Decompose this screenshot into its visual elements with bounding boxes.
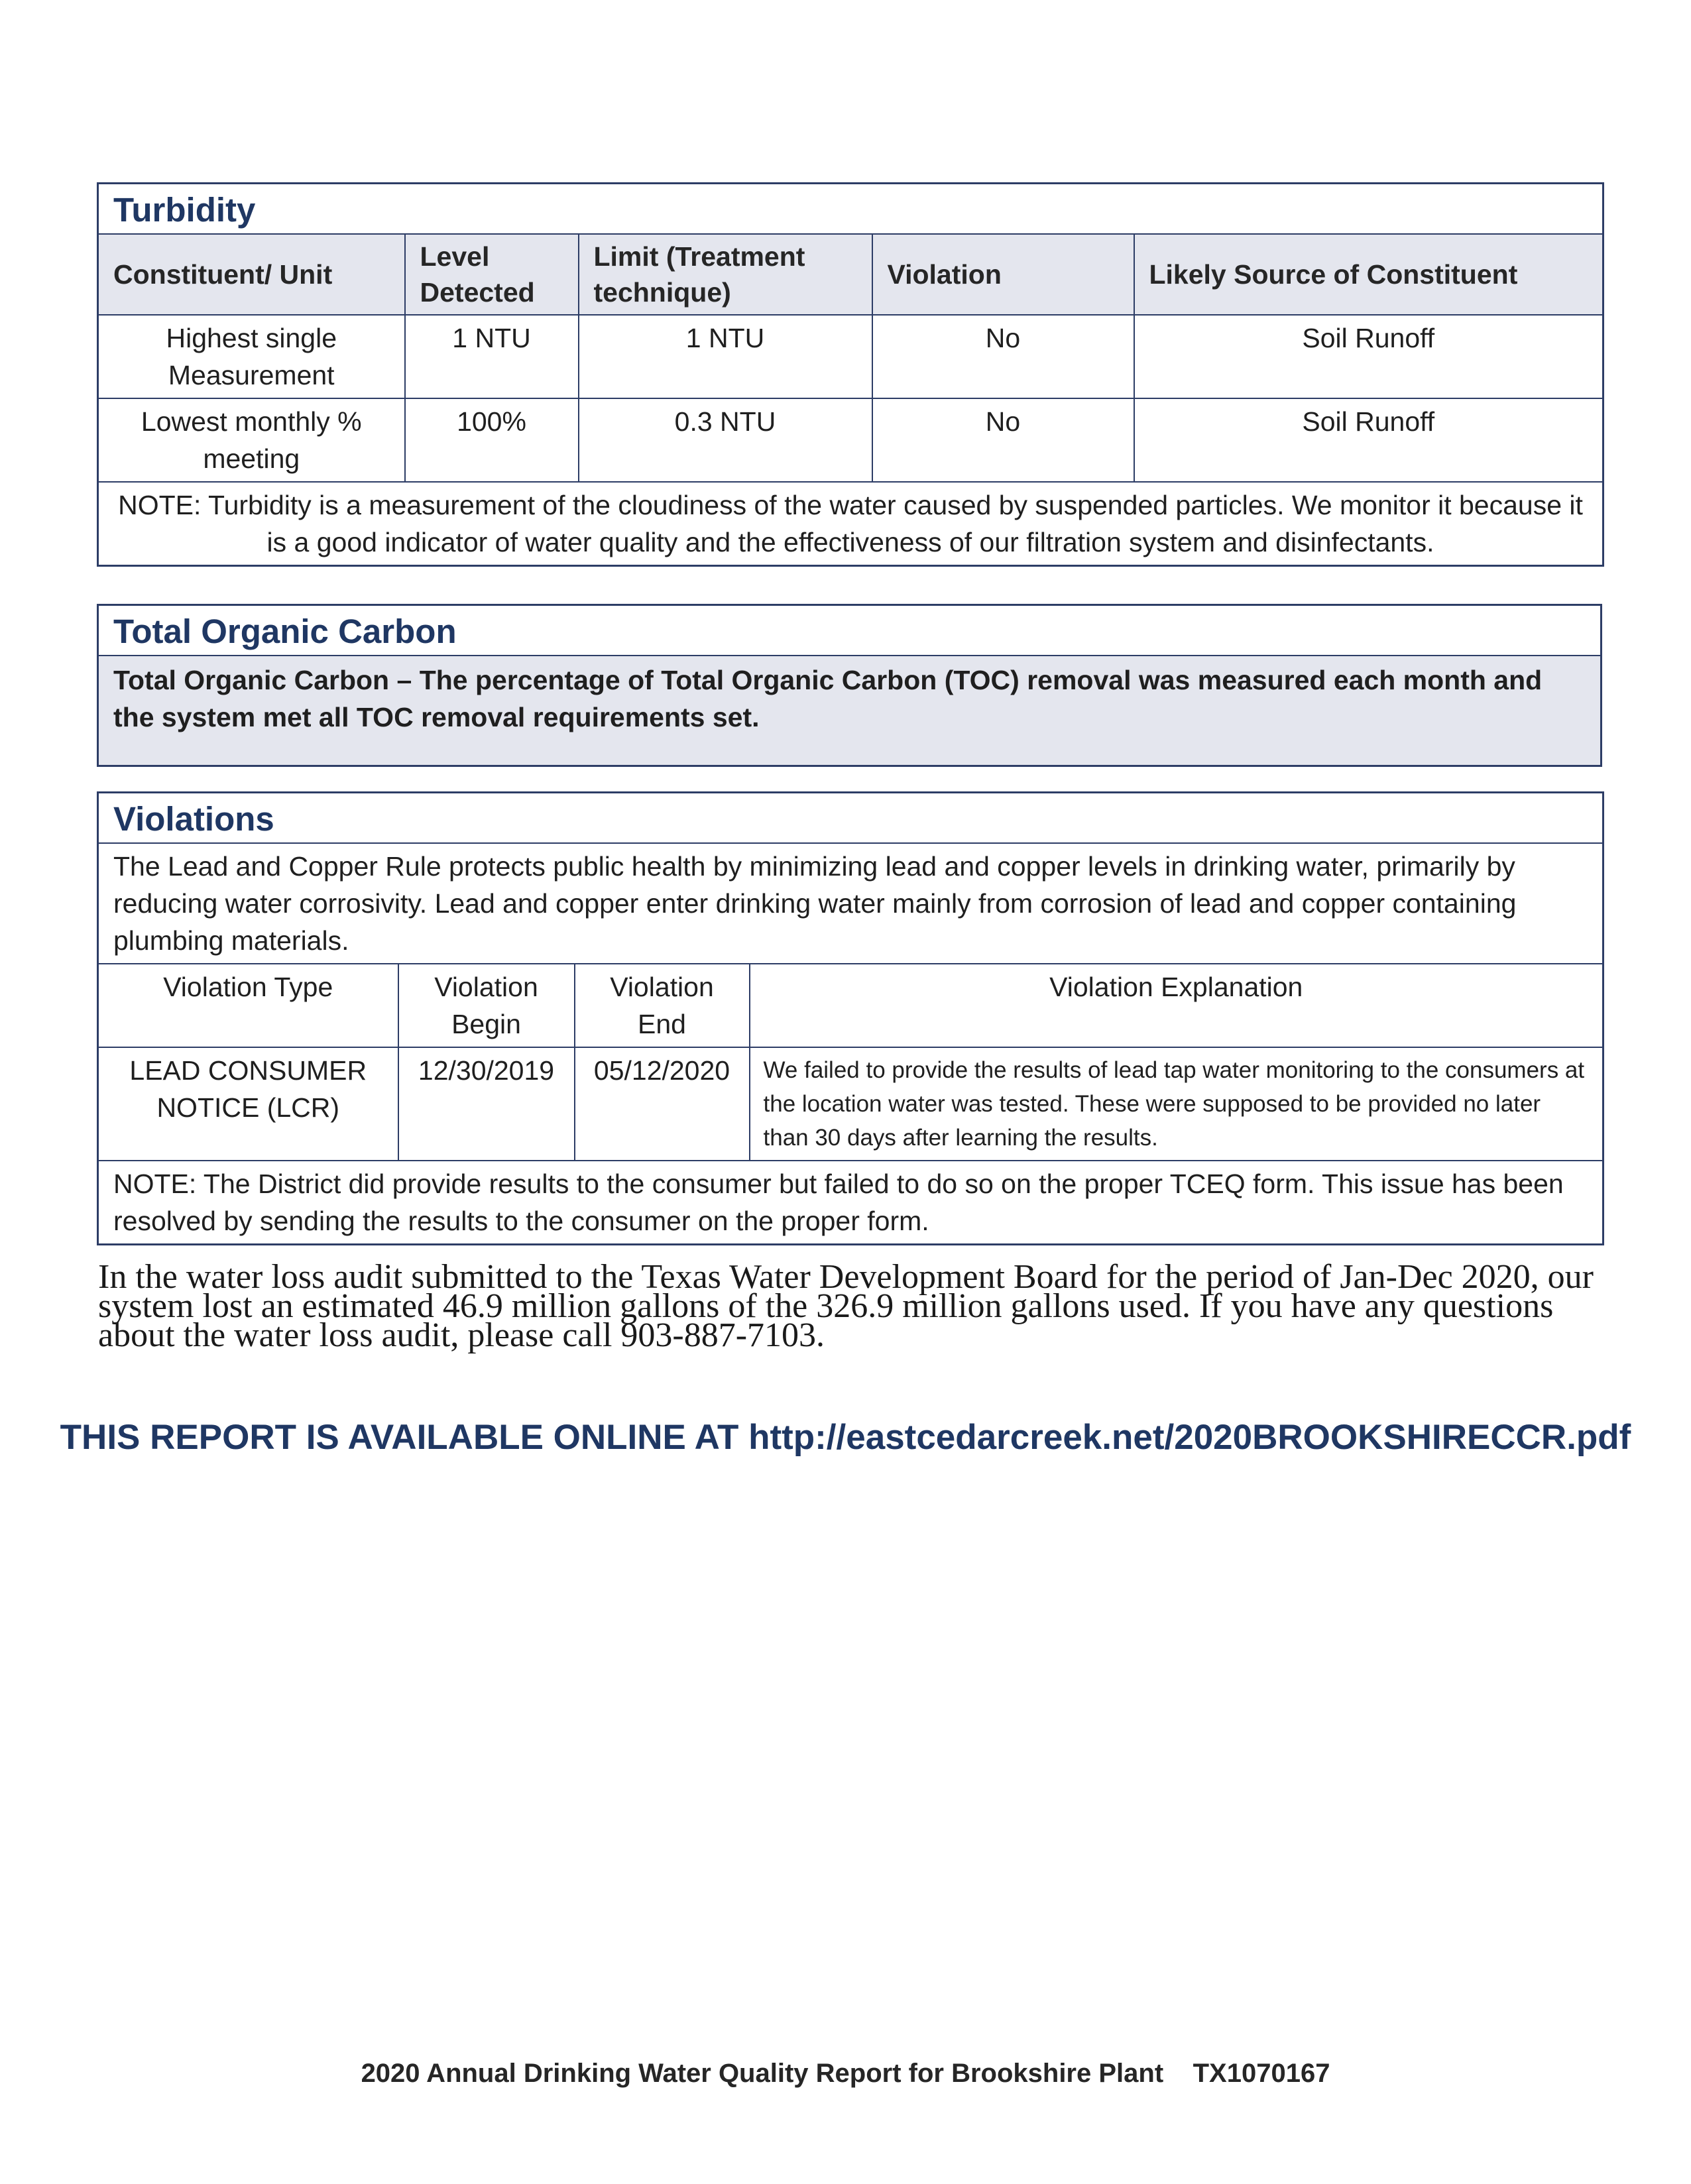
violation-begin-cell: 12/30/2019 [398, 1047, 575, 1161]
constituent-cell: Highest single Measurement [98, 315, 405, 398]
online-availability-notice: THIS REPORT IS AVAILABLE ONLINE AT http://eastcedarcreek.net/2020BROOKSHIRECCR.pdf [60, 1418, 1631, 1457]
violation-end-cell: 05/12/2020 [575, 1047, 750, 1161]
col-header-source: Likely Source of Constituent [1134, 234, 1604, 315]
col-header-violation-end: Violation End [575, 964, 750, 1047]
col-header-violation-type: Violation Type [98, 964, 398, 1047]
source-cell: Soil Runoff [1134, 315, 1604, 398]
source-cell: Soil Runoff [1134, 398, 1604, 482]
limit-cell: 0.3 NTU [579, 398, 872, 482]
toc-statement: Total Organic Carbon – The percentage of Total Organic Carbon (TOC) removal was measured each month and the system met all TOC removal requirements set. [98, 656, 1602, 766]
violations-header-row [98, 964, 1604, 1047]
turbidity-title: Turbidity [98, 184, 1604, 235]
col-header-violation-begin: Violation Begin [398, 964, 575, 1047]
violation-type-cell: LEAD CONSUMER NOTICE (LCR) [98, 1047, 398, 1161]
toc-title: Total Organic Carbon [98, 605, 1602, 656]
col-header-level: Level Detected [405, 234, 579, 315]
col-header-violation-explanation: Violation Explanation [750, 964, 1604, 1047]
constituent-cell: Lowest monthly % meeting [98, 398, 405, 482]
turbidity-note: NOTE: Turbidity is a measurement of the cloudiness of the water caused by suspended particles. We monitor it because it is a good indicator of water quality and the effectiveness of our filtration system and disinfectants. [98, 482, 1604, 566]
toc-table [97, 604, 1602, 767]
violation-cell: No [872, 398, 1134, 482]
col-header-constituent: Constituent/ Unit [98, 234, 405, 315]
violations-note: NOTE: The District did provide results to the consumer but failed to do so on the proper TCEQ form. This issue has been resolved by sending the results to the consumer on the proper form. [98, 1161, 1604, 1245]
turbidity-header-row [98, 234, 1604, 315]
violation-cell: No [872, 315, 1134, 398]
level-cell: 1 NTU [405, 315, 579, 398]
table-row [98, 1047, 1604, 1161]
turbidity-table [97, 182, 1604, 567]
report-footer: 2020 Annual Drinking Water Quality Report for Brookshire Plant TX1070167 [361, 2059, 1330, 2088]
lead-copper-rule-intro: The Lead and Copper Rule protects public health by minimizing lead and copper levels in drinking water, primarily by reducing water corrosivity. Lead and copper enter drinking water mainly from corrosion of lead and copper containing plumbing materials. [98, 843, 1604, 964]
limit-cell: 1 NTU [579, 315, 872, 398]
col-header-violation: Violation [872, 234, 1134, 315]
violations-title: Violations [98, 793, 1604, 844]
table-row [98, 315, 1604, 398]
table-row [98, 398, 1604, 482]
water-loss-audit-paragraph: In the water loss audit submitted to the Texas Water Development Board for the period of Jan-Dec 2020, our system lost an estimated 46.9 million gallons of the 326.9 million gallons used. If you have any questions about the water loss audit, please call 903-887-7103. [98, 1258, 1594, 1354]
violations-table [97, 791, 1604, 1245]
violation-explanation-cell: We failed to provide the results of lead tap water monitoring to the consumers at the location water was tested. These were supposed to be provided no later than 30 days after learning the results. [750, 1047, 1604, 1161]
level-cell: 100% [405, 398, 579, 482]
col-header-limit: Limit (Treatment technique) [579, 234, 872, 315]
